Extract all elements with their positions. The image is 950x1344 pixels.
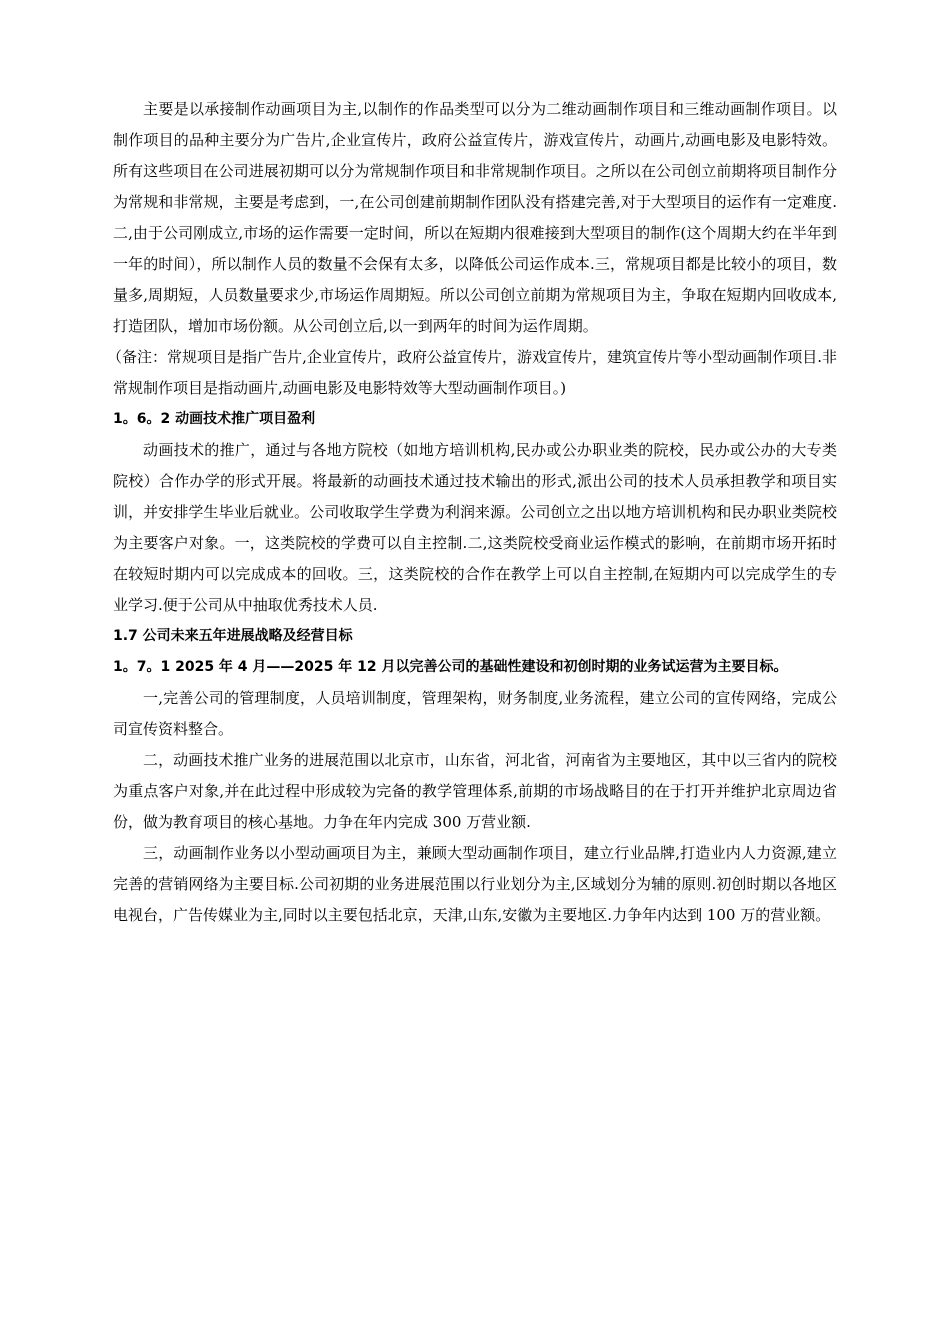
heading-1-7: 1.7 公司未来五年进展战略及经营目标 <box>113 628 353 644</box>
paragraph-note: （备注：常规项目是指广告片,企业宣传片，政府公益宣传片，游戏宣传片，建筑宣传片等小型动画制作项目.非常规制作项目是指动画片,动画电影及电影特效等大型动画制作项目。) <box>107 348 837 397</box>
heading-1-6-2: 1。6。2 动画技术推广项目盈利 <box>113 411 316 427</box>
paragraph-production-projects: 主要是以承接制作动画项目为主,以制作的作品类型可以分为二维动画制作项目和三维动画制作项目。以制作项目的品种主要分为广告片,企业宣传片，政府公益宣传片，游戏宣传片，动画片,动画电影及电影特效。所有这些项目在公司进展初期可以分为常规制作项目和非常规制作项目。之所以在公司创立前期将项目制作分为常规和非常规，主要是考虑到，一,在公司创建前期制作团队没有搭建完善,对于大型项目的运作有一定难度.二,由于公司刚成立,市场的运作需要一定时间，所以在短期内很难接到大型项目的制作(这个周期大约在半年到一年的时间），所以制作人员的数量不会保有太多，以降低公司运作成本.三，常规项目都是比较小的项目，数量多,周期短，人员数量要求少,市场运作周期短。所以公司创立前期为常规项目为主，争取在短期内回收成本,打造团队，增加市场份额。从公司创立后,以一到两年的时间为运作周期。 <box>113 100 837 335</box>
document-page <box>107 94 837 931</box>
heading-1-7-1: 1。7。1 2025 年 4 月——2025 年 12 月以完善公司的基础性建设和初创时期的业务试运营为主要目标。 <box>113 659 788 675</box>
paragraph-tech-promotion: 动画技术的推广，通过与各地方院校（如地方培训机构,民办或公办职业类的院校，民办或公办的大专类院校）合作办学的形式开展。将最新的动画技术通过技术输出的形式,派出公司的技术人员承担教学和项目实训，并安排学生毕业后就业。公司收取学生学费为利润来源。公司创立之出以地方培训机构和民办职业类院校为主要客户对象。一，这类院校的学费可以自主控制.二,这类院校受商业运作模式的影响，在前期市场开拓时在较短时期内可以完成成本的回收。三，这类院校的合作在教学上可以自主控制,在短期内可以完成学生的专业学习.便于公司从中抽取优秀技术人员. <box>113 441 837 614</box>
paragraph-goal-three: 三，动画制作业务以小型动画项目为主，兼顾大型动画制作项目，建立行业品牌,打造业内人力资源,建立完善的营销网络为主要目标.公司初期的业务进展范围以行业划分为主,区域划分为辅的原则.初创时期以各地区电视台，广告传媒业为主,同时以主要包括北京，天津,山东,安徽为主要地区.力争年内达到 100 万的营业额。 <box>113 844 837 924</box>
paragraph-goal-two: 二，动画技术推广业务的进展范围以北京市，山东省，河北省，河南省为主要地区，其中以三省内的院校为重点客户对象,并在此过程中形成较为完备的教学管理体系,前期的市场战略目的在于打开并维护北京周边省份，做为教育项目的核心基地。力争在年内完成 300 万营业额. <box>113 751 837 831</box>
paragraph-goal-one: 一,完善公司的管理制度，人员培训制度，管理架构，财务制度,业务流程，建立公司的宣传网络，完成公司宣传资料整合。 <box>113 689 837 738</box>
